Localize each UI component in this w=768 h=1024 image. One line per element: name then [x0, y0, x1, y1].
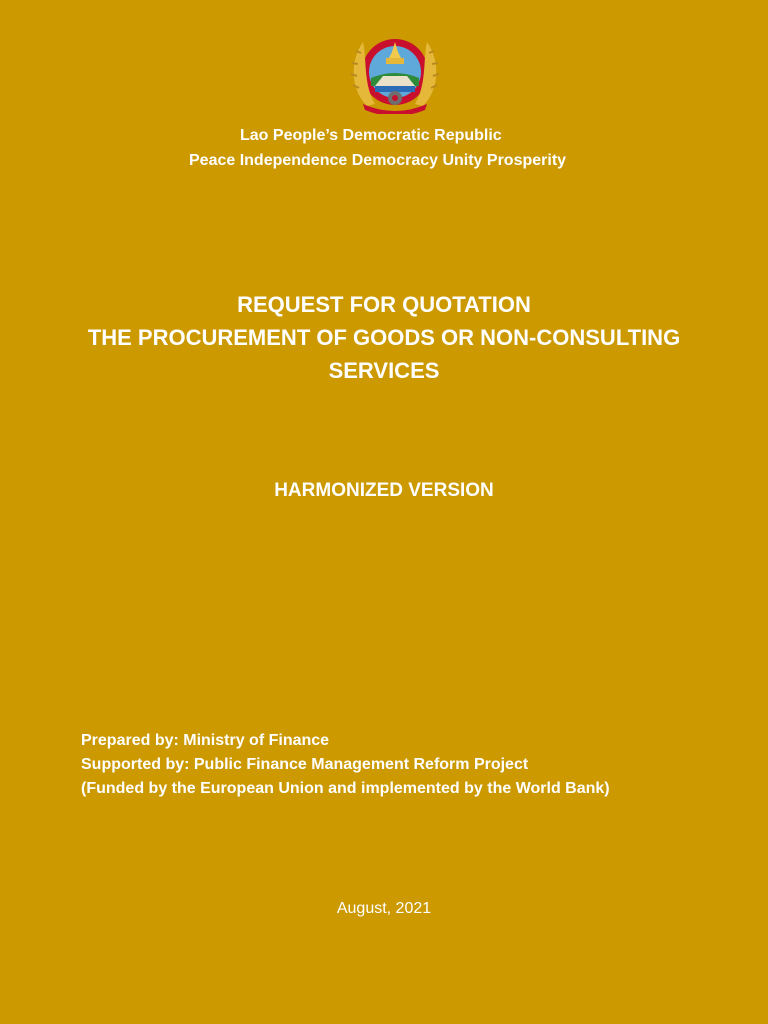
prepared-by: Prepared by: Ministry of Finance — [81, 732, 330, 749]
document-title-line-3: SERVICES — [328, 358, 440, 383]
document-version: HARMONIZED VERSION — [274, 480, 494, 501]
document-date: August, 2021 — [336, 900, 432, 917]
document-title-line-1: REQUEST FOR QUOTATION — [237, 292, 531, 317]
national-motto: Peace Independence Democracy Unity Prosperity — [189, 152, 567, 169]
supported-by: Supported by: Public Finance Management Reform Project — [81, 756, 529, 773]
country-name: Lao People’s Democratic Republic — [240, 127, 502, 144]
lao-national-emblem-icon — [345, 28, 445, 114]
funded-by: (Funded by the European Union and implemented by the World Bank) — [81, 780, 610, 797]
document-title-line-2: THE PROCUREMENT OF GOODS OR NON-CONSULTING — [87, 325, 681, 350]
